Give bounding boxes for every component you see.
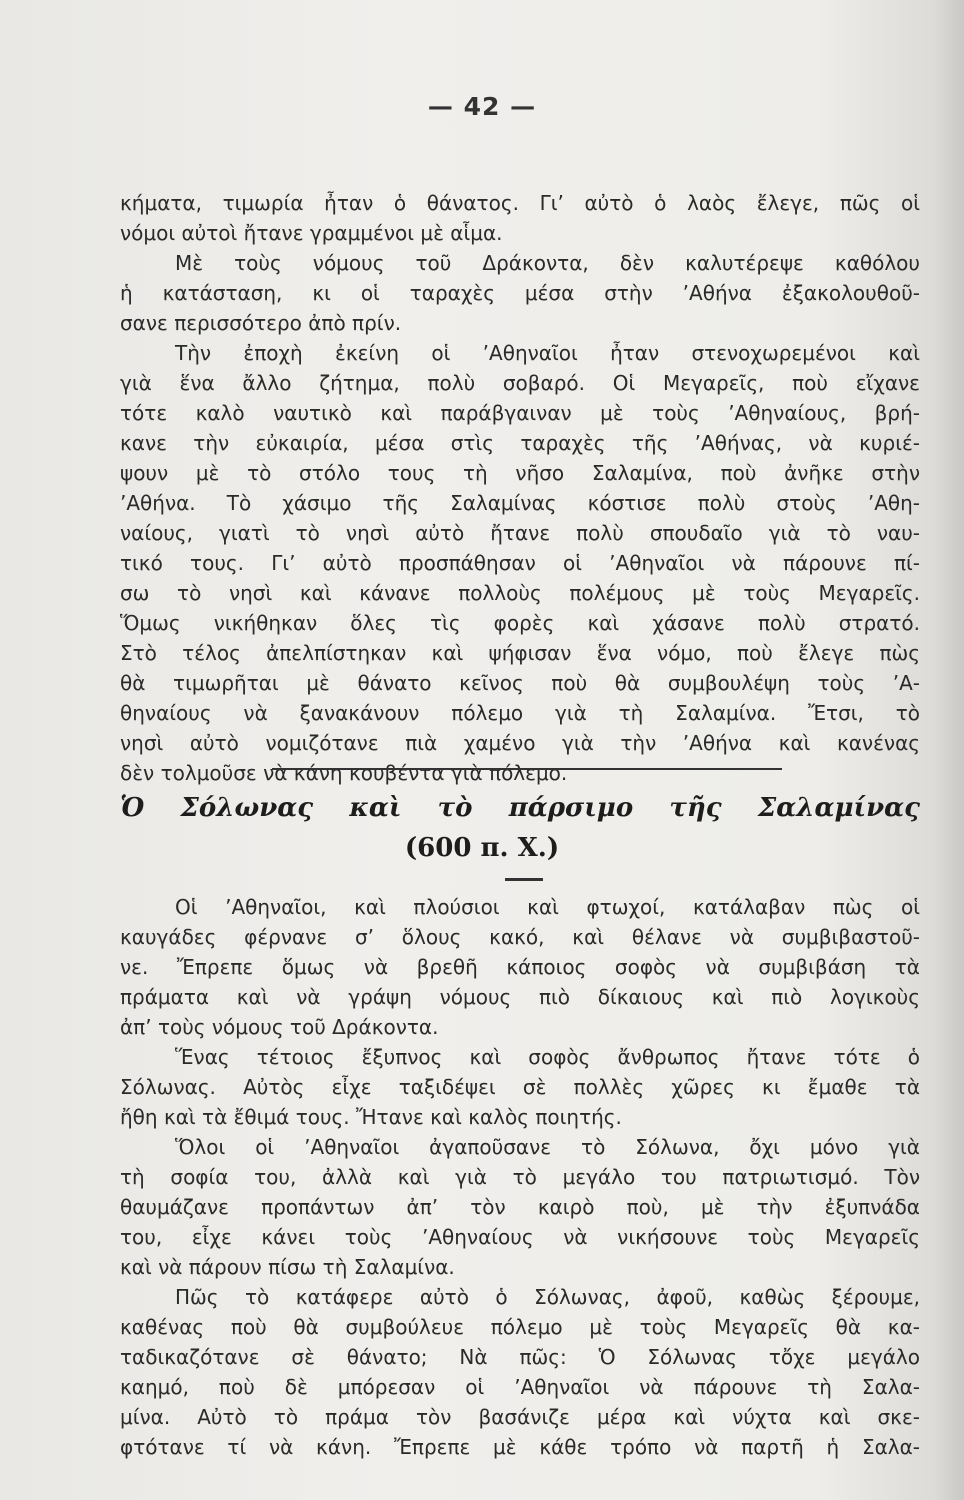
text-line: ναίους, γιατὶ τὸ νησὶ αὐτὸ ἤτανε πολὺ σπουδαῖο γιὰ τὸ ναυ- bbox=[120, 521, 920, 545]
text-line: κανε τὴν εὐκαιρία, μέσα στὶς ταραχὲς τῆς ’Αθήνας, νὰ κυριέ- bbox=[120, 431, 920, 455]
text-line: Ὅμως νικήθηκαν ὅλες τὶς φορὲς καὶ χάσανε πολὺ στρατό. bbox=[120, 611, 920, 635]
text-line: Μὲ τοὺς νόμους τοῦ Δράκοντα, δὲν καλυτέρεψε καθόλου bbox=[175, 251, 920, 275]
text-line: Τὴν ἐποχὴ ἐκείνη οἱ ’Αθηναῖοι ἦταν στενοχωρεμένοι καὶ bbox=[175, 341, 920, 365]
text-line: θὰ τιμωρῆται μὲ θάνατο κεῖνος ποὺ θὰ συμβουλέψη τοὺς ’Α- bbox=[120, 671, 920, 695]
text-line: ἡ κατάσταση, κι οἱ ταραχὲς μέσα στὴν ’Αθήνα ἐξακολουθοῦ- bbox=[120, 281, 920, 305]
text-line: τικό τους. Γι’ αὐτὸ προσπάθησαν οἱ ’Αθηναῖοι νὰ πάρουνε πί- bbox=[120, 551, 920, 575]
text-line: ψουν μὲ τὸ στόλο τους τὴ νῆσο Σαλαμίνα, ποὺ ἀνῆκε στὴν bbox=[120, 461, 920, 485]
text-line: ἀπ’ τοὺς νόμους τοῦ Δράκοντα. bbox=[120, 1015, 439, 1039]
section-heading: Ὁ Σόλωνας καὶ τὸ πάρσιμο τῆς Σαλαμίνας bbox=[120, 793, 920, 823]
text-line: μίνα. Αὐτὸ τὸ πράμα τὸν βασάνιζε μέρα καὶ νύχτα καὶ σκε- bbox=[120, 1405, 920, 1429]
text-line: Ἕνας τέτοιος ἔξυπνος καὶ σοφὸς ἄνθρωπος ἤτανε τότε ὁ bbox=[175, 1045, 920, 1069]
text-line: νε. Ἔπρεπε ὅμως νὰ βρεθῆ κάποιος σοφὸς νὰ συμβιβάση τὰ bbox=[120, 955, 920, 979]
text-line: τότε καλὸ ναυτικὸ καὶ παράβγαιναν μὲ τοὺς ’Αθηναίους, βρή- bbox=[120, 401, 920, 425]
text-line: ταδικαζότανε σὲ θάνατο; Νὰ πῶς: Ὁ Σόλωνας τὄχε μεγάλο bbox=[120, 1345, 920, 1369]
text-line: θηναίους νὰ ξανακάνουν πόλεμο γιὰ τὴ Σαλαμίνα. Ἔτσι, τὸ bbox=[120, 701, 920, 725]
section-divider bbox=[272, 768, 782, 770]
text-line: καυγάδες φέρνανε σ’ ὅλους κακό, καὶ θέλανε νὰ συμβιβαστοῦ- bbox=[120, 925, 920, 949]
text-line: Στὸ τέλος ἀπελπίστηκαν καὶ ψήφισαν ἕνα νόμο, ποὺ ἔλεγε πὼς bbox=[120, 641, 920, 665]
text-line: Οἱ ’Αθηναῖοι, καὶ πλούσιοι καὶ φτωχοί, κατάλαβαν πὼς οἱ bbox=[175, 895, 920, 919]
text-line: Σόλωνας. Αὐτὸς εἶχε ταξιδέψει σὲ πολλὲς χῶρες κι ἔμαθε τὰ bbox=[120, 1075, 920, 1099]
text-line: Ὅλοι οἱ ’Αθηναῖοι ἀγαποῦσανε τὸ Σόλωνα, ὄχι μόνο γιὰ bbox=[175, 1135, 920, 1159]
text-line: νησὶ αὐτὸ νομιζότανε πιὰ χαμένο γιὰ τὴν ’Αθήνα καὶ κανένας bbox=[120, 731, 920, 755]
heading-divider bbox=[505, 878, 543, 881]
page-number: — 42 — bbox=[427, 92, 537, 121]
text-line: θαυμάζανε προπάντων ἀπ’ τὸν καιρὸ ποὺ, μὲ τὴν ἐξυπνάδα bbox=[120, 1195, 920, 1219]
text-line: καημό, ποὺ δὲ μπόρεσαν οἱ ’Αθηναῖοι νὰ πάρουνε τὴ Σαλα- bbox=[120, 1375, 920, 1399]
text-line: του, εἶχε κάνει τοὺς ’Αθηναίους νὰ νικήσουνε τοὺς Μεγαρεῖς bbox=[120, 1225, 920, 1249]
text-line: πράματα καὶ νὰ γράψη νόμους πιὸ δίκαιους καὶ πιὸ λογικοὺς bbox=[120, 985, 920, 1009]
text-line: γιὰ ἕνα ἄλλο ζήτημα, πολὺ σοβαρό. Οἱ Μεγαρεῖς, ποὺ εἴχανε bbox=[120, 371, 920, 395]
text-block-bottom bbox=[120, 892, 920, 1462]
text-line: ’Αθήνα. Τὸ χάσιμο τῆς Σαλαμίνας κόστισε πολὺ στοὺς ’Αθη- bbox=[120, 491, 920, 515]
text-line: Πῶς τὸ κατάφερε αὐτὸ ὁ Σόλωνας, ἀφοῦ, καθὼς ξέρουμε, bbox=[175, 1285, 920, 1309]
text-line: ἤθη καὶ τὰ ἔθιμά τους. Ἤτανε καὶ καλὸς ποιητής. bbox=[120, 1105, 622, 1129]
text-line: καθένας ποὺ θὰ συμβούλευε πόλεμο μὲ τοὺς Μεγαρεῖς θὰ κα- bbox=[120, 1315, 920, 1339]
text-line: δὲν τολμοῦσε νὰ κάνη κουβέντα γιὰ πόλεμο. bbox=[120, 761, 568, 785]
text-line: σανε περισσότερο ἀπὸ πρίν. bbox=[120, 311, 402, 335]
section-date: (600 π. Χ.) bbox=[404, 833, 560, 863]
text-line: σω τὸ νησὶ καὶ κάνανε πολλοὺς πολέμους μὲ τοὺς Μεγαρεῖς. bbox=[120, 581, 920, 605]
text-line: τὴ σοφία του, ἀλλὰ καὶ γιὰ τὸ μεγάλο του πατριωτισμό. Τὸν bbox=[120, 1165, 920, 1189]
text-block-top bbox=[120, 188, 920, 788]
text-line: καὶ νὰ πάρουν πίσω τὴ Σαλαμίνα. bbox=[120, 1255, 455, 1279]
text-line: νόμοι αὐτοὶ ἤτανε γραμμένοι μὲ αἷμα. bbox=[120, 221, 503, 245]
text-line: κήματα, τιμωρία ἦταν ὁ θάνατος. Γι’ αὐτὸ ὁ λαὸς ἔλεγε, πῶς οἱ bbox=[120, 191, 920, 215]
text-line: φτότανε τί νὰ κάνη. Ἔπρεπε μὲ κάθε τρόπο νὰ παρτῆ ἡ Σαλα- bbox=[120, 1435, 920, 1459]
